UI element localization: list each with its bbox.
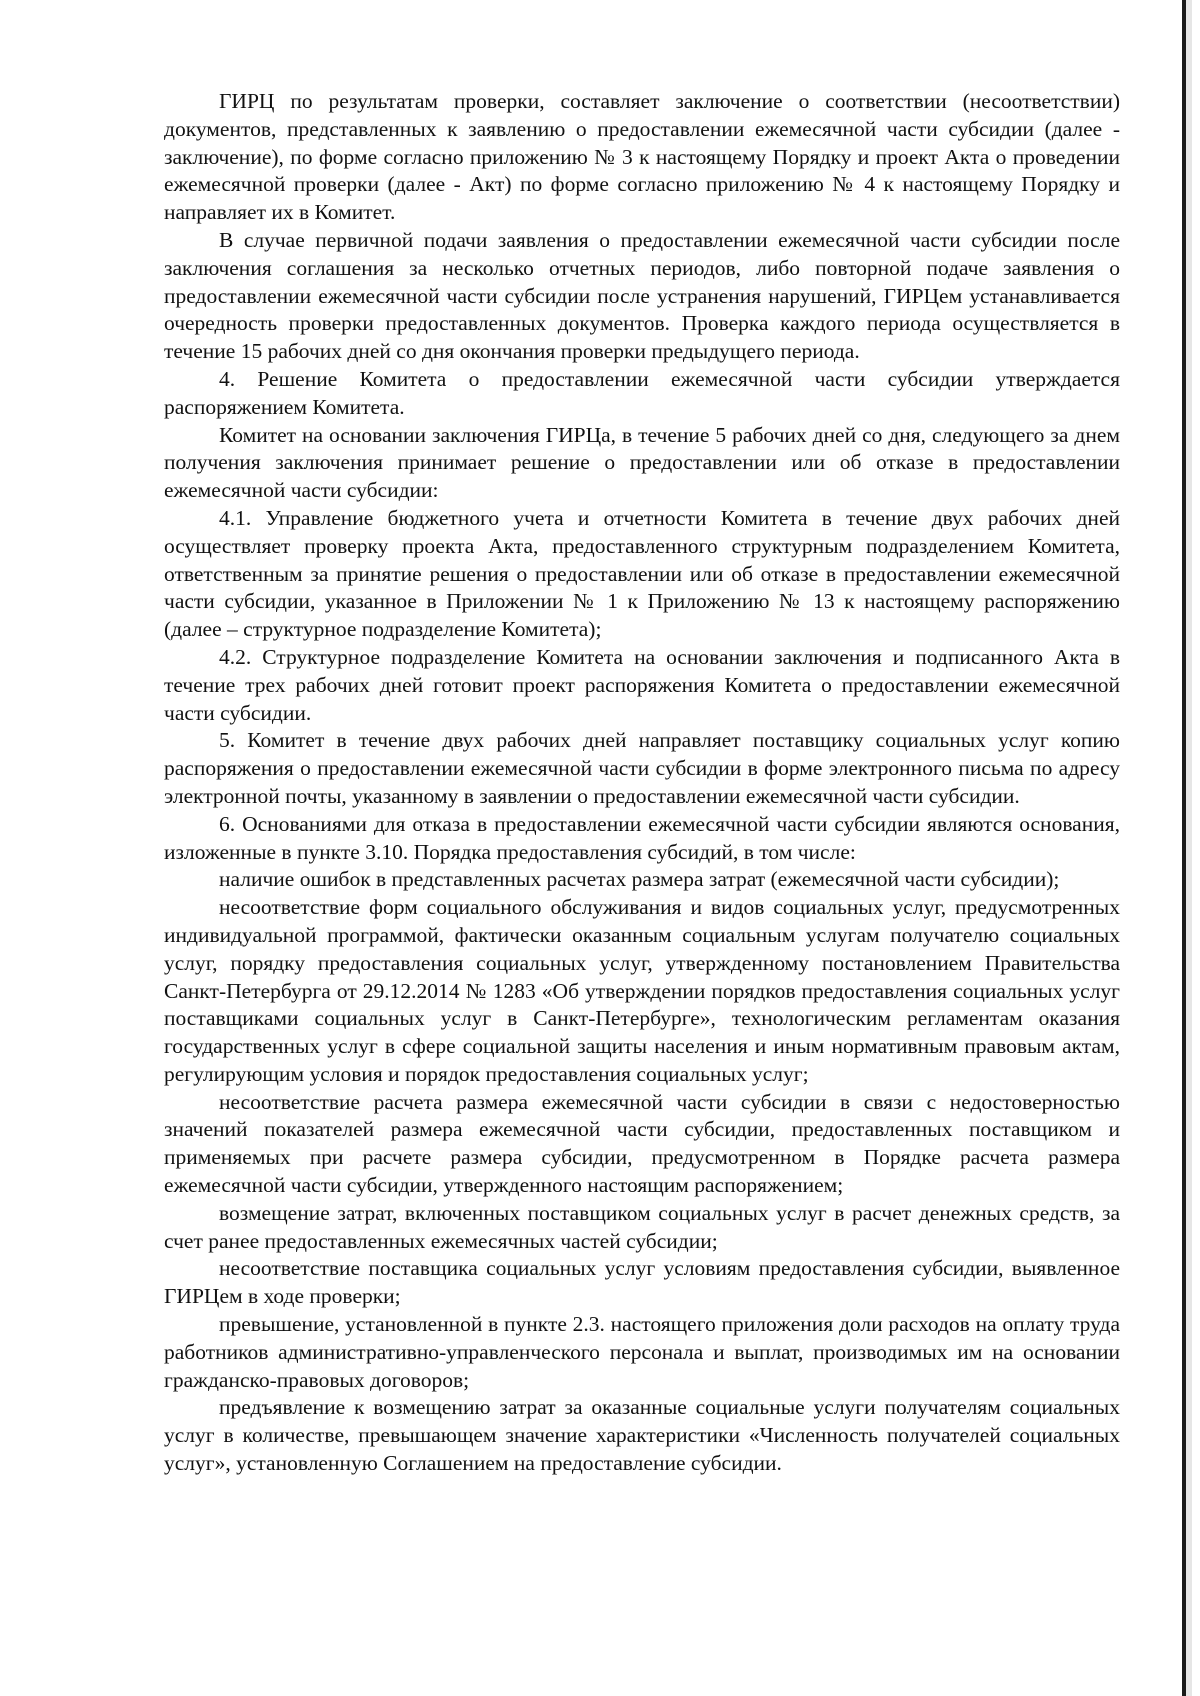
paragraph-item-5: 5. Комитет в течение двух рабочих дней направляет поставщику социальных услуг копию распоряжения о предоставлении ежемесячной части субсидии в форме электронного письма по адресу электронной почты, указанному в заявлении о предоставлении ежемесячной части субсидии. — [164, 728, 1120, 808]
paragraph-reason-supplier-mismatch: несоответствие поставщика социальных услуг условиям предоставления субсидии, выявленное ГИРЦем в ходе проверки; — [164, 1256, 1120, 1309]
paragraph-reason-admin-share: превышение, установленной в пункте 2.3. настоящего приложения доли расходов на оплату труда работников административно-управленческого персонала и выплат, производимых им на основании гражданско-правовых договоров; — [164, 1312, 1120, 1392]
paragraph-item-4-2: 4.2. Структурное подразделение Комитета на основании заключения и подписанного Акта в течение трех рабочих дней готовит проект распоряжения Комитета о предоставлении ежемесячной части субсидии. — [164, 644, 1120, 725]
paragraph-item-4: 4. Решение Комитета о предоставлении ежемесячной части субсидии утверждается распоряжением Комитета. — [164, 366, 1120, 419]
paragraph-reason-recipient-count: предъявление к возмещению затрат за оказанные социальные услуги получателям социальных услуг в количестве, превышающем значение характеристики «Численность получателей социальных услуг», установленную Соглашением на предоставление субсидии. — [164, 1395, 1120, 1476]
paragraph-item-6: 6. Основаниями для отказа в предоставлении ежемесячной части субсидии являются основания, изложенные в пункте 3.10. Порядка предоставления субсидий, в том числе: — [164, 811, 1120, 864]
paragraph-primary-submission: В случае первичной подачи заявления о предоставлении ежемесячной части субсидии после заключения соглашения за несколько отчетных периодов, либо повторной подаче заявления о предоставлении ежемесячной части субсидии после устранения нарушений, ГИРЦем устанавливается очередность проверки предоставленных документов. Проверка каждого периода осуществляется в течение 15 рабочих дней со дня окончания проверки предыдущего периода. — [164, 227, 1120, 364]
paragraph-item-4-1: 4.1. Управление бюджетного учета и отчетности Комитета в течение двух рабочих дней осуществляет проверку проекта Акта, предоставленного структурным подразделением Комитета, ответственным за принятие решения о предоставлении или об отказе в предоставлении ежемесячной части субсидии, указанное в Приложении № 1 к Приложению № 13 к настоящему распоряжению (далее – структурное подразделение Комитета); — [164, 505, 1120, 642]
paragraph-reason-calc-errors: наличие ошибок в представленных расчетах размера затрат (ежемесячной части субсидии); — [219, 867, 1060, 892]
paragraph-committee-decision: Комитет на основании заключения ГИРЦа, в течение 5 рабочих дней со дня, следующего за днем получения заключения принимает решение о предоставлении или об отказе в предоставлении ежемесячной части субсидии: — [164, 422, 1120, 503]
scan-shadow — [1186, 0, 1192, 1696]
paragraph-girc-conclusion: ГИРЦ по результатам проверки, составляет заключение о соответствии (несоответствии) документов, представленных к заявлению о предоставлении ежемесячной части субсидии (далее - заключение), по форме согласно приложению № 3 к настоящему Порядку и проект Акта о проведении ежемесячной проверки (далее - Акт) по форме согласно приложению № 4 к настоящему Порядку и направляет их в Комитет. — [164, 89, 1120, 225]
paragraph-reason-calc-mismatch: несоответствие расчета размера ежемесячной части субсидии в связи с недостоверностью значений показателей размера ежемесячной части субсидии, предоставленных поставщиком и применяемых при расчете размера субсидии, предусмотренном в Порядке расчета размера ежемесячной части субсидии, утвержденного настоящим распоряжением; — [164, 1089, 1120, 1198]
paragraph-reason-double-compensation: возмещение затрат, включенных поставщиком социальных услуг в расчет денежных средств, за счет ранее предоставленных ежемесячных частей субсидии; — [164, 1200, 1120, 1253]
paragraph-reason-form-mismatch: несоответствие форм социального обслуживания и видов социальных услуг, предусмотренных индивидуальной программой, фактически оказанным социальным услугам получателю социальных услуг, порядку предоставления социальных услуг, утвержденному постановлением Правительства Санкт-Петербурга от 29.12.2014 № 1283 «Об утверждении порядков предоставления социальных услуг поставщиками социальных услуг в Санкт-Петербурге», технологическим регламентам оказания государственных услуг в сфере социальной защиты населения и иным нормативным правовым актам, регулирующим условия и порядок предоставления социальных услуг; — [164, 895, 1120, 1086]
document-body — [164, 88, 1120, 1478]
scan-edge-line — [1182, 0, 1186, 1696]
